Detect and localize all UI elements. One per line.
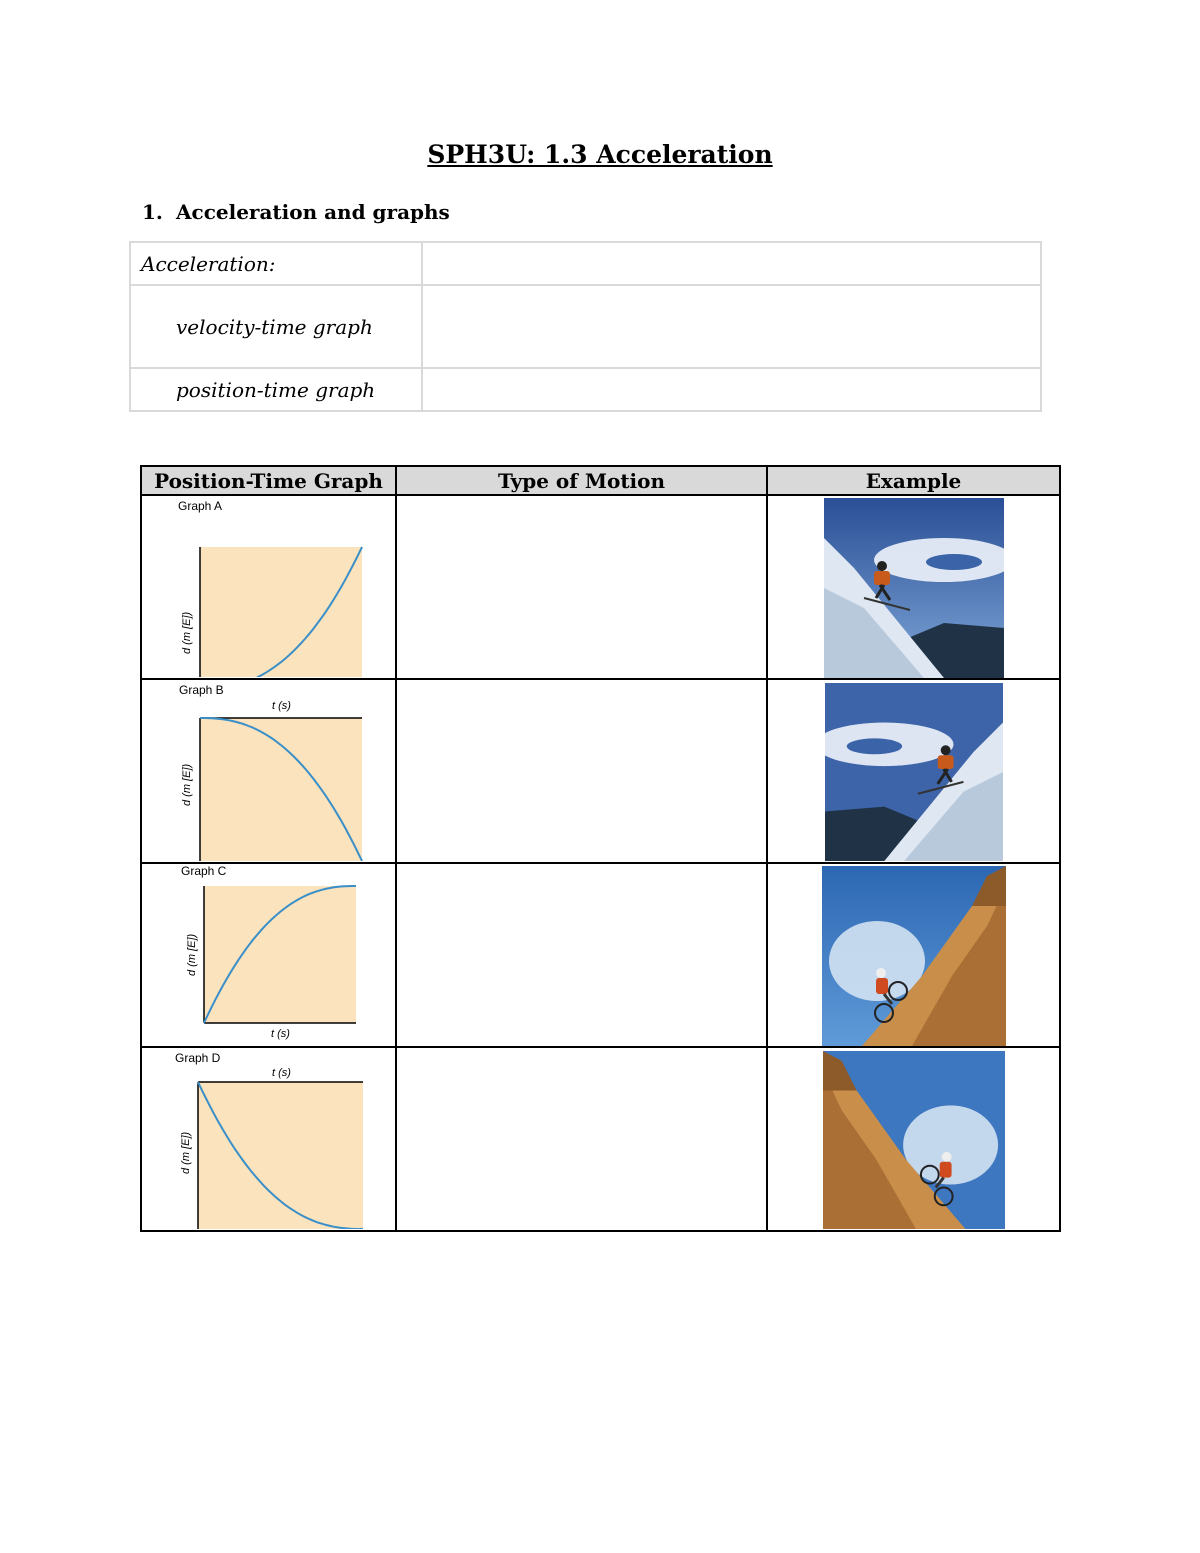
graph-cell [141, 679, 396, 863]
y-axis-label: d (m [E]) [186, 933, 198, 976]
x-axis-label: t (s) [271, 1028, 290, 1040]
x-axis-label: t (s) [272, 700, 291, 712]
graph-c-chart [142, 864, 395, 1045]
skier-image [824, 498, 1004, 678]
cyclist-image [822, 866, 1006, 1046]
section-title: Acceleration and graphs [176, 200, 450, 224]
definition-answer-field[interactable] [422, 242, 1041, 285]
x-axis-label: t (s) [272, 1067, 291, 1079]
definition-answer-field[interactable] [422, 285, 1041, 368]
graph-title: Graph D [175, 1051, 221, 1065]
type-of-motion-field[interactable] [396, 495, 767, 679]
example-cell [767, 863, 1060, 1047]
table-row [141, 863, 1060, 1047]
graph-b-chart [142, 680, 395, 861]
type-of-motion-field[interactable] [396, 1047, 767, 1231]
graph-a-chart [142, 496, 395, 677]
motion-table-header [141, 466, 1060, 495]
graph-title: Graph B [179, 683, 224, 697]
definition-answer-field[interactable] [422, 368, 1041, 411]
type-of-motion-field[interactable] [396, 863, 767, 1047]
y-axis-label: d (m [E]) [181, 611, 193, 654]
example-cell [767, 1047, 1060, 1231]
skier-image [825, 682, 1003, 862]
graph-title: Graph A [178, 499, 223, 513]
section-number: 1. [142, 200, 163, 224]
cyclist-image [823, 1050, 1005, 1230]
example-cell [767, 679, 1060, 863]
motion-table [140, 465, 1061, 1232]
graph-cell [141, 495, 396, 679]
y-axis-label: d (m [E]) [180, 1131, 192, 1174]
graph-d-chart [142, 1048, 395, 1229]
y-axis-label: d (m [E]) [181, 763, 193, 806]
plot-area [200, 547, 362, 677]
type-of-motion-field[interactable] [396, 679, 767, 863]
table-row [141, 679, 1060, 863]
example-cell [767, 495, 1060, 679]
definitions-table [129, 241, 1042, 412]
header-type-of-motion: Type of Motion [396, 466, 767, 495]
definition-label: position-time graph [130, 368, 422, 411]
plot-area [204, 886, 356, 1023]
header-position-time-graph: Position-Time Graph [141, 466, 396, 495]
plot-area [200, 718, 362, 861]
page-title: SPH3U: 1.3 Acceleration [427, 140, 773, 169]
graph-cell [141, 1047, 396, 1231]
section-heading [142, 200, 450, 224]
definition-label: velocity-time graph [130, 285, 422, 368]
plot-area [198, 1082, 363, 1229]
graph-title: Graph C [181, 864, 227, 878]
graph-cell [141, 863, 396, 1047]
header-example: Example [767, 466, 1060, 495]
definition-label: Acceleration: [130, 242, 422, 285]
table-row [141, 495, 1060, 679]
definition-row [130, 242, 1041, 285]
definition-row [130, 368, 1041, 411]
definition-row [130, 285, 1041, 368]
table-row [141, 1047, 1060, 1231]
